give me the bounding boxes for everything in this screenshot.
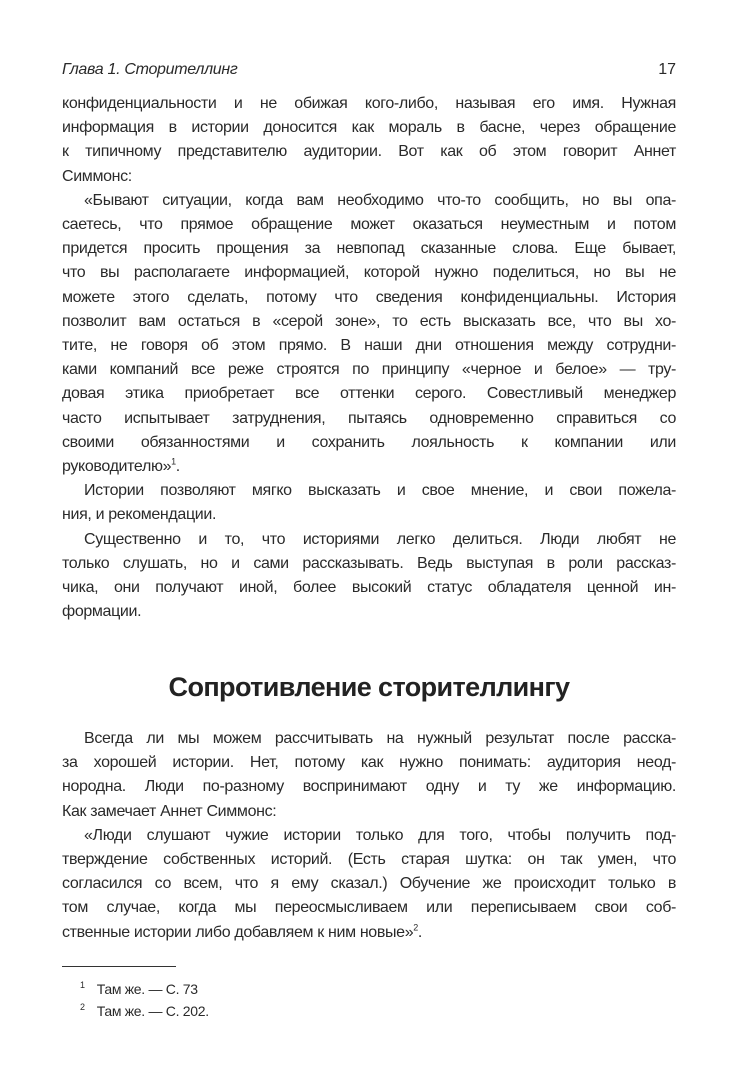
line-text: только слушать, но и сами рассказывать. Ведь выступая в роли рассказ- bbox=[62, 554, 676, 572]
quote-paragraph bbox=[62, 189, 676, 479]
line-text: ственные истории либо добавляем к ним новые» bbox=[62, 923, 414, 941]
text-line bbox=[62, 165, 676, 189]
text-line bbox=[62, 310, 676, 334]
line-text: тите, не говоря об этом прямо. В наши дни отношения между сотрудни- bbox=[62, 337, 676, 355]
line-text: том случае, когда мы переосмысливаем или переписываем свои соб- bbox=[62, 899, 676, 917]
footnote-text: Там же. — С. 73 bbox=[96, 981, 198, 997]
text-line bbox=[62, 140, 676, 164]
line-text: ками компаний все реже строятся по принципу «черное и белое» — тру- bbox=[62, 361, 676, 379]
text-line bbox=[62, 213, 676, 237]
line-text: согласился со всем, что я ему сказал.) Обучение же происходит только в bbox=[62, 875, 676, 893]
paragraph bbox=[62, 727, 676, 824]
line-text: часто испытывает затруднения, пытаясь одновременно справиться со bbox=[62, 409, 676, 427]
line-text: к типичному представителю аудитории. Вот как об этом говорит Аннет bbox=[62, 143, 676, 161]
line-text: конфиденциальности и не обижая кого-либо, называя его имя. Нужная bbox=[62, 95, 676, 112]
line-text: Симмонс: bbox=[62, 167, 132, 185]
line-text: можете этого сделать, потому что сведения конфиденциальны. История bbox=[62, 288, 676, 306]
text-line bbox=[62, 237, 676, 261]
text-line bbox=[62, 407, 676, 431]
line-text: «Люди слушают чужие истории только для того, чтобы получить под- bbox=[84, 826, 676, 844]
footnote-2 bbox=[80, 1003, 209, 1019]
text-line bbox=[62, 334, 676, 358]
line-text: нородна. Люди по-разному воспринимают одну и ту же информацию. bbox=[62, 778, 676, 796]
running-header bbox=[62, 61, 676, 83]
paragraph bbox=[62, 479, 676, 527]
line-text: руководителю» bbox=[62, 458, 172, 476]
text-line bbox=[62, 261, 676, 285]
text-line bbox=[62, 503, 676, 527]
text-line bbox=[62, 286, 676, 310]
text-line bbox=[62, 528, 676, 552]
footnote-reference[interactable]: 1 bbox=[171, 456, 176, 467]
footnote-1 bbox=[80, 981, 198, 997]
text-line bbox=[62, 189, 676, 213]
text-line bbox=[62, 824, 676, 848]
text-line: руководителю»$^1$. bbox=[62, 456, 180, 476]
line-text: Всегда ли мы можем рассчитывать на нужный результат после расска- bbox=[84, 730, 676, 747]
section-heading: Сопротивление сторителлингу bbox=[168, 672, 570, 702]
page-number: 17 bbox=[658, 61, 676, 78]
body-text-section-1 bbox=[62, 92, 676, 624]
text-line bbox=[62, 479, 676, 503]
line-text: за хорошей истории. Нет, потому как нужно понимать: аудитория неод- bbox=[62, 754, 676, 772]
paragraph bbox=[62, 92, 676, 189]
text-line bbox=[62, 600, 676, 624]
footnote-divider bbox=[62, 966, 176, 967]
text-line bbox=[62, 382, 676, 406]
line-text: Истории позволяют мягко высказать и свое мнение, и свои пожела- bbox=[84, 482, 676, 500]
line-text: Как замечает Аннет Симмонс: bbox=[62, 802, 277, 820]
text-line bbox=[62, 116, 676, 140]
text-line: ственные истории либо добавляем к ним новые»$^2$. bbox=[62, 922, 423, 941]
text-line bbox=[62, 358, 676, 382]
line-text: Существенно и то, что историями легко делиться. Люди любят не bbox=[84, 530, 676, 548]
text-line bbox=[62, 92, 676, 116]
text-line bbox=[62, 751, 676, 775]
paragraph bbox=[62, 528, 676, 625]
running-title: Глава 1. Сторителлинг bbox=[62, 61, 238, 78]
text-line bbox=[62, 800, 676, 824]
line-text: позволит вам остаться в «серой зоне», то есть высказать все, что вы хо- bbox=[62, 312, 676, 330]
text-line bbox=[62, 848, 676, 872]
text-line bbox=[62, 896, 676, 920]
line-text: чика, они получают иной, более высокий статус обладателя ценной ин- bbox=[62, 579, 676, 597]
line-text: «Бывают ситуации, когда вам необходимо что-то сообщить, но вы опа- bbox=[84, 191, 676, 209]
quote-paragraph bbox=[62, 824, 676, 945]
text-line bbox=[62, 576, 676, 600]
footnote-mark: 2 bbox=[80, 1002, 85, 1013]
line-text: что вы располагаете информацией, которой нужно поделиться, но вы не bbox=[62, 264, 676, 282]
line-text: саетесь, что прямое обращение может оказаться неуместным и потом bbox=[62, 216, 676, 234]
text-line bbox=[62, 431, 676, 455]
line-text: ния, и рекомендации. bbox=[62, 506, 217, 524]
footnote-text: Там же. — С. 202. bbox=[96, 1003, 209, 1019]
text-line bbox=[62, 727, 676, 751]
line-text: своими обязанностями и сохранить лояльность к компании или bbox=[62, 433, 676, 451]
footnote-reference[interactable]: 2 bbox=[413, 922, 418, 933]
line-text: формации. bbox=[62, 603, 142, 621]
line-text: тверждение собственных историй. (Есть старая шутка: он так умен, что bbox=[62, 851, 676, 869]
line-text: довая этика приобретает все оттенки серого. Совестливый менеджер bbox=[62, 385, 676, 403]
line-text: информация в истории доносится как мораль в басне, через обращение bbox=[62, 119, 676, 137]
body-text-section-2 bbox=[62, 727, 676, 945]
text-line bbox=[62, 552, 676, 576]
line-text: придется просить прощения за невпопад сказанные слова. Еще бывает, bbox=[62, 240, 676, 258]
text-line bbox=[62, 775, 676, 799]
footnote-mark: 1 bbox=[80, 980, 85, 991]
text-line bbox=[62, 872, 676, 896]
